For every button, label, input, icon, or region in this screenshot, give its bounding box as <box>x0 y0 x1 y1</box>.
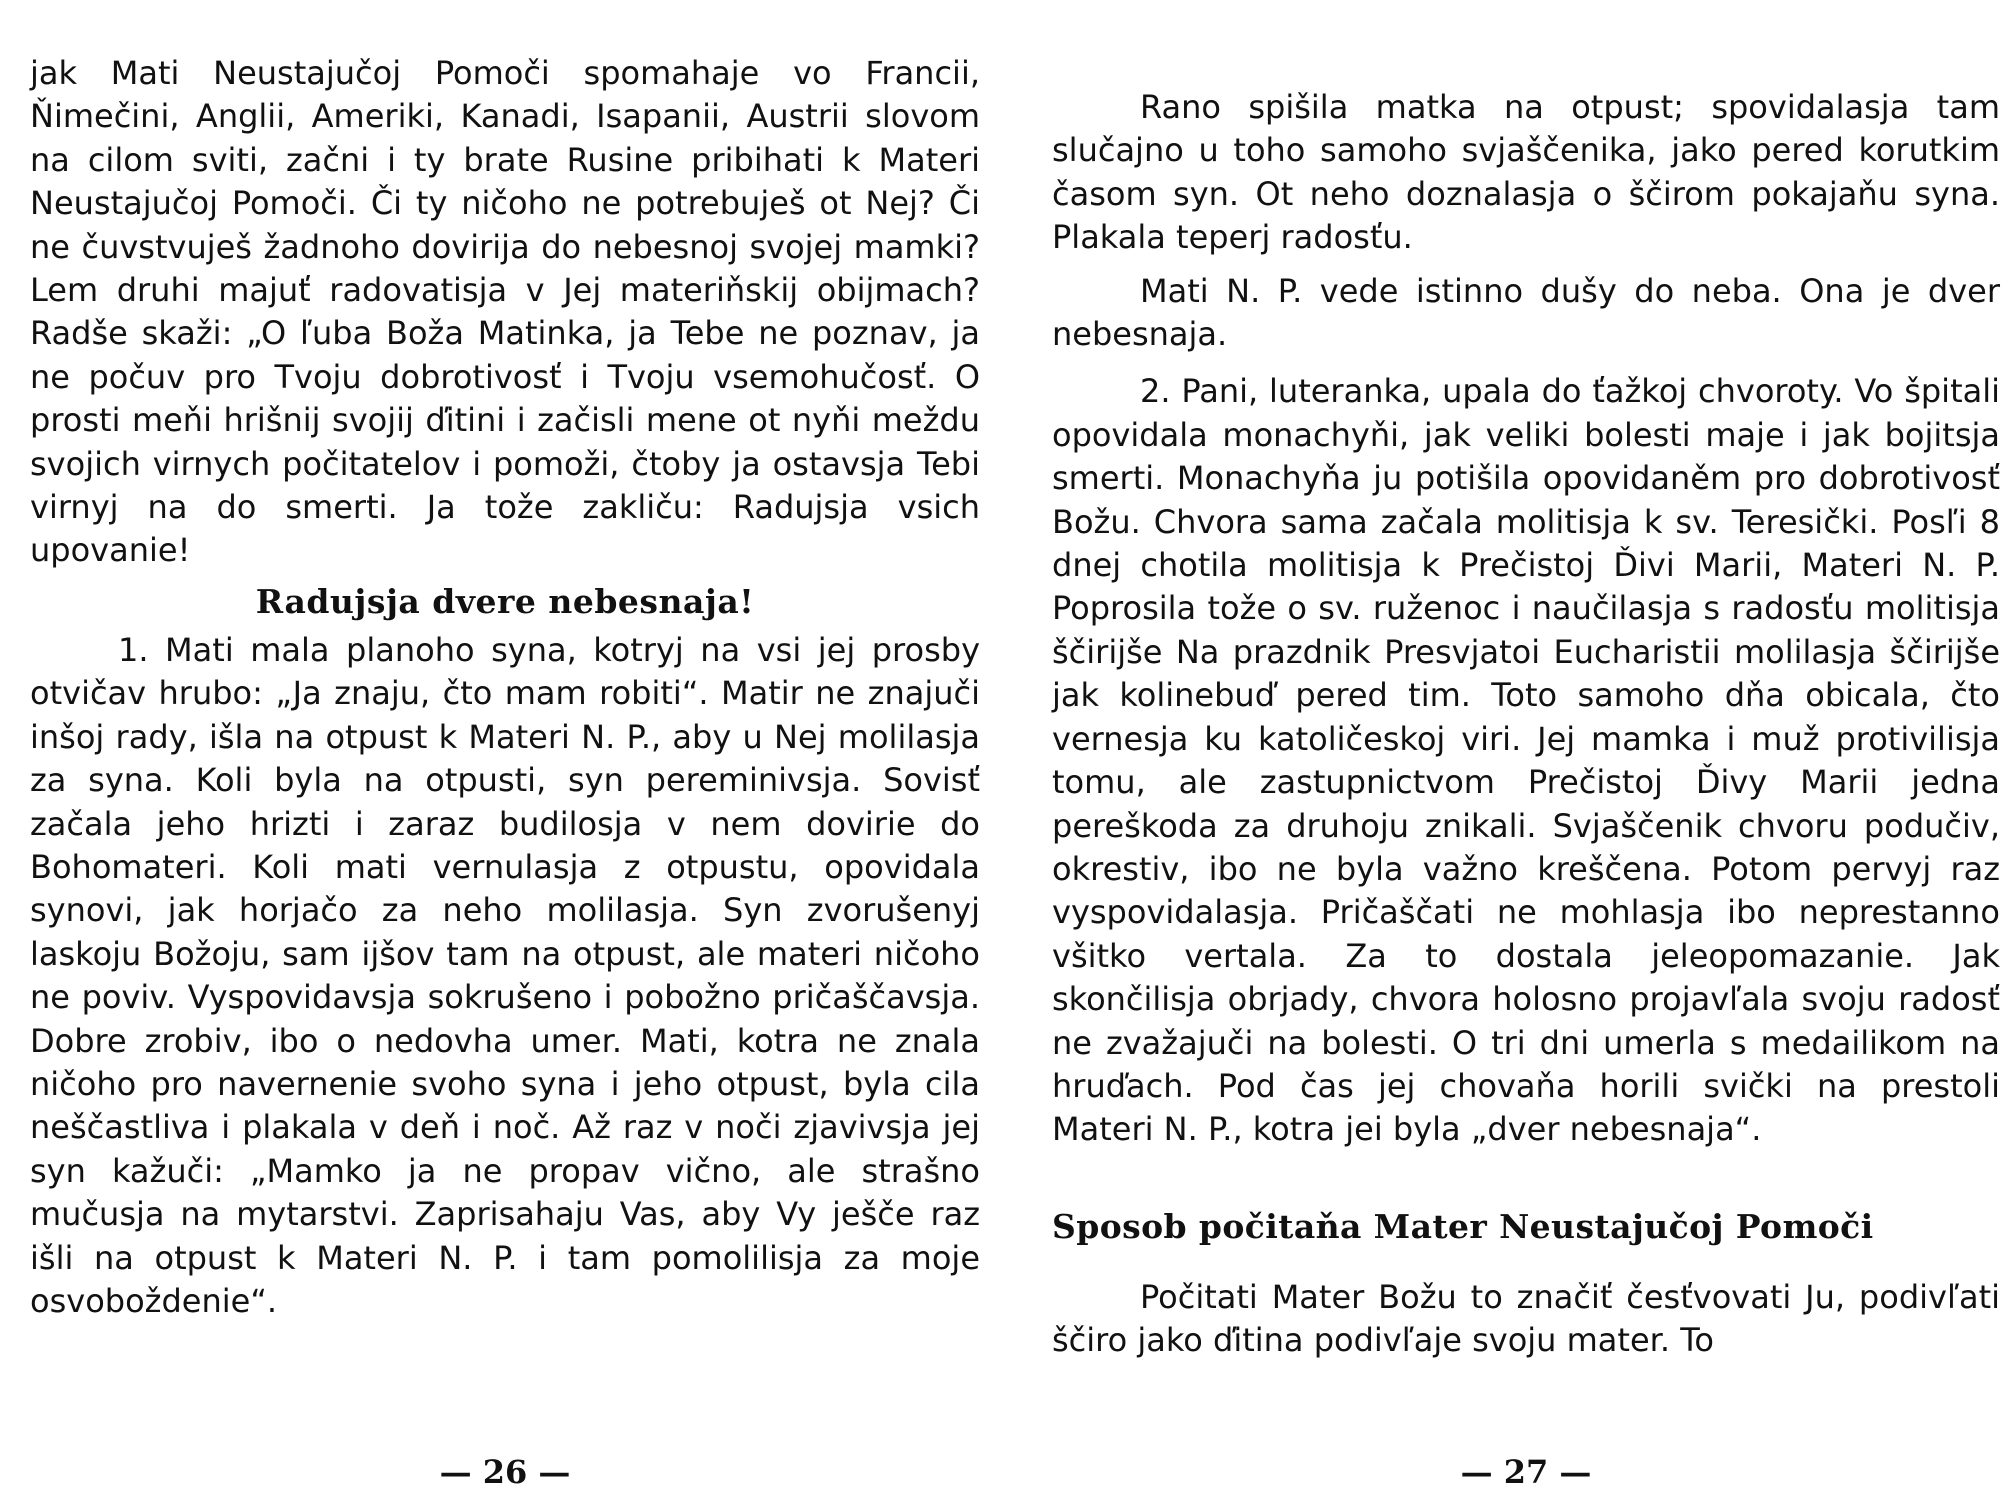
section-heading-right: Sposob počitaňa Mater Neustajučoj Pomoči <box>1052 1206 1874 1246</box>
page-number-left: — 26 — <box>439 1453 571 1491</box>
right-page-text <box>1052 86 2000 1363</box>
page-number-right: — 27 — <box>1460 1453 1592 1491</box>
story-one-paragraph: 1. Mati mala planoho syna, kotryj na vsi jej prosby otvičav hrubo: „Ja znaju, čto mam robiti“. Matir ne znajuči inšoj rady, išla na otpust k Materi N. P., aby u Nej molilasja za syna. Koli byla na otpusti, syn pereminivsja. Sovisť začala jeho hrizti i zaraz budilosja v nem dovirie do Bohomateri. Koli mati vernulasja z otpustu, opovidala synovi, jak horjačo za neho molilasja. Syn zvorušenyj laskoju Božoju, sam ijšov tam na otpust, ale materi ničoho ne poviv. Vyspovidavsja sokrušeno i pobožno pričaščavsja. Dobre zrobiv, ibo o nedovha umer. Mati, kotra ne znala ničoho pro navernenie svoho syna i jeho otpust, byla cila neščastliva i plakala v deň i noč. Až raz v noči zjavivsja jej syn kažuči: „Mamko ja ne propav vično, ale strašno mučusja na mytarstvi. Zaprisahaju Vas, aby Vy ješče raz išli na otpust k Materi N. P. i tam pomolilisja za moje osvoboždenie“. <box>30 630 980 1320</box>
left-page-text <box>30 52 980 1323</box>
intro-paragraph: jak Mati Neustajučoj Pomoči spomahaje vo Francii, Ňimečini, Anglii, Ameriki, Kanadi, Isapanii, Austrii slovom na cilom sviti, začni i ty brate Rusine pribihati k Materi Neustajučoj Pomoči. Či ty ničoho ne potrebuješ ot Nej? Či ne čuvstvuješ žadnoho dovirija do nebesnoj svojej mamki? Lem druhi majuť radovatisja v Jej materiňskij obijmach? Radše skaži: „O ľuba Boža Matinka, ja Tebe ne poznav, ja ne počuv pro Tvoju dobrotivosť i Tvoju vsemohučosť. O prosti meňi hrišnij svojij ďitini i začisli mene ot nyňi meždu svojich virnych počitatelov i pomoži, čtoby ja ostavsja Tebi virnyj na do smerti. Ja tože zakliču: Radujsja vsich upovanie! <box>30 54 980 570</box>
section-heading: Radujsja dvere nebesnaja! <box>255 581 755 621</box>
story-two-paragraph: 2. Pani, luteranka, upala do ťažkoj chvoroty. Vo špitali opovidala monachyňi, jak veliki bolesti maje i jak bojitsja smerti. Monachyňa ju potišila opovidaněm pro dobrotivosť Božu. Chvora sama začala molitisja k sv. Teresički. Posľi 8 dnej chotila molitisja k Prečistoj Ďivi Marii, Materi N. P. Poprosila tože o sv. ruženoc i naučilasja s radosťu molitisja ščirijše Na prazdnik Presvjatoi Eucharistii molilasja ščirijše jak kolinebuď pered tim. Toto samoho dňa obicala, čto vernesja ku katoličeskoj viri. Jej mamka i muž protivilisja tomu, ale zastupnictvom Prečistoj Ďivy Marii jedna pereškoda za druhoju znikali. Svjaščenik chvoru podučiv, okrestiv, ibo ne byla važno kreščena. Potom pervyj raz vyspovidalasja. Pričaščati ne mohlasja ibo neprestanno všitko vertala. Za to dostala jeleopomazanie. Jak skončilisja obrjady, chvora holosno projavľala svoju radosť ne zvažajuči na bolesti. O tri dni umerla s medailikom na hruďach. Pod čas jej chovaňa horili svički na prestoli Materi N. P., kotra jei byla „dver nebesnaja“. <box>1052 372 2000 1149</box>
moral-paragraph: Mati N. P. vede istinno dušy do neba. Ona je dver nebesnaja. <box>1052 271 2000 354</box>
right-page <box>1052 0 2000 1500</box>
closing-paragraph: Počitati Mater Božu to značiť česťvovati Ju, podivľati ščiro jako ďitina podivľaje svoju mater. To <box>1052 1277 2000 1360</box>
story-one-continuation: Rano spišila matka na otpust; spovidalasja tam slučajno u toho samoho svjaščenika, jako pered korutkim časom syn. Ot neho doznalasja o ščirom pokajaňu syna. Plakala teperj radosťu. <box>1052 88 2000 257</box>
left-page <box>30 0 980 1500</box>
